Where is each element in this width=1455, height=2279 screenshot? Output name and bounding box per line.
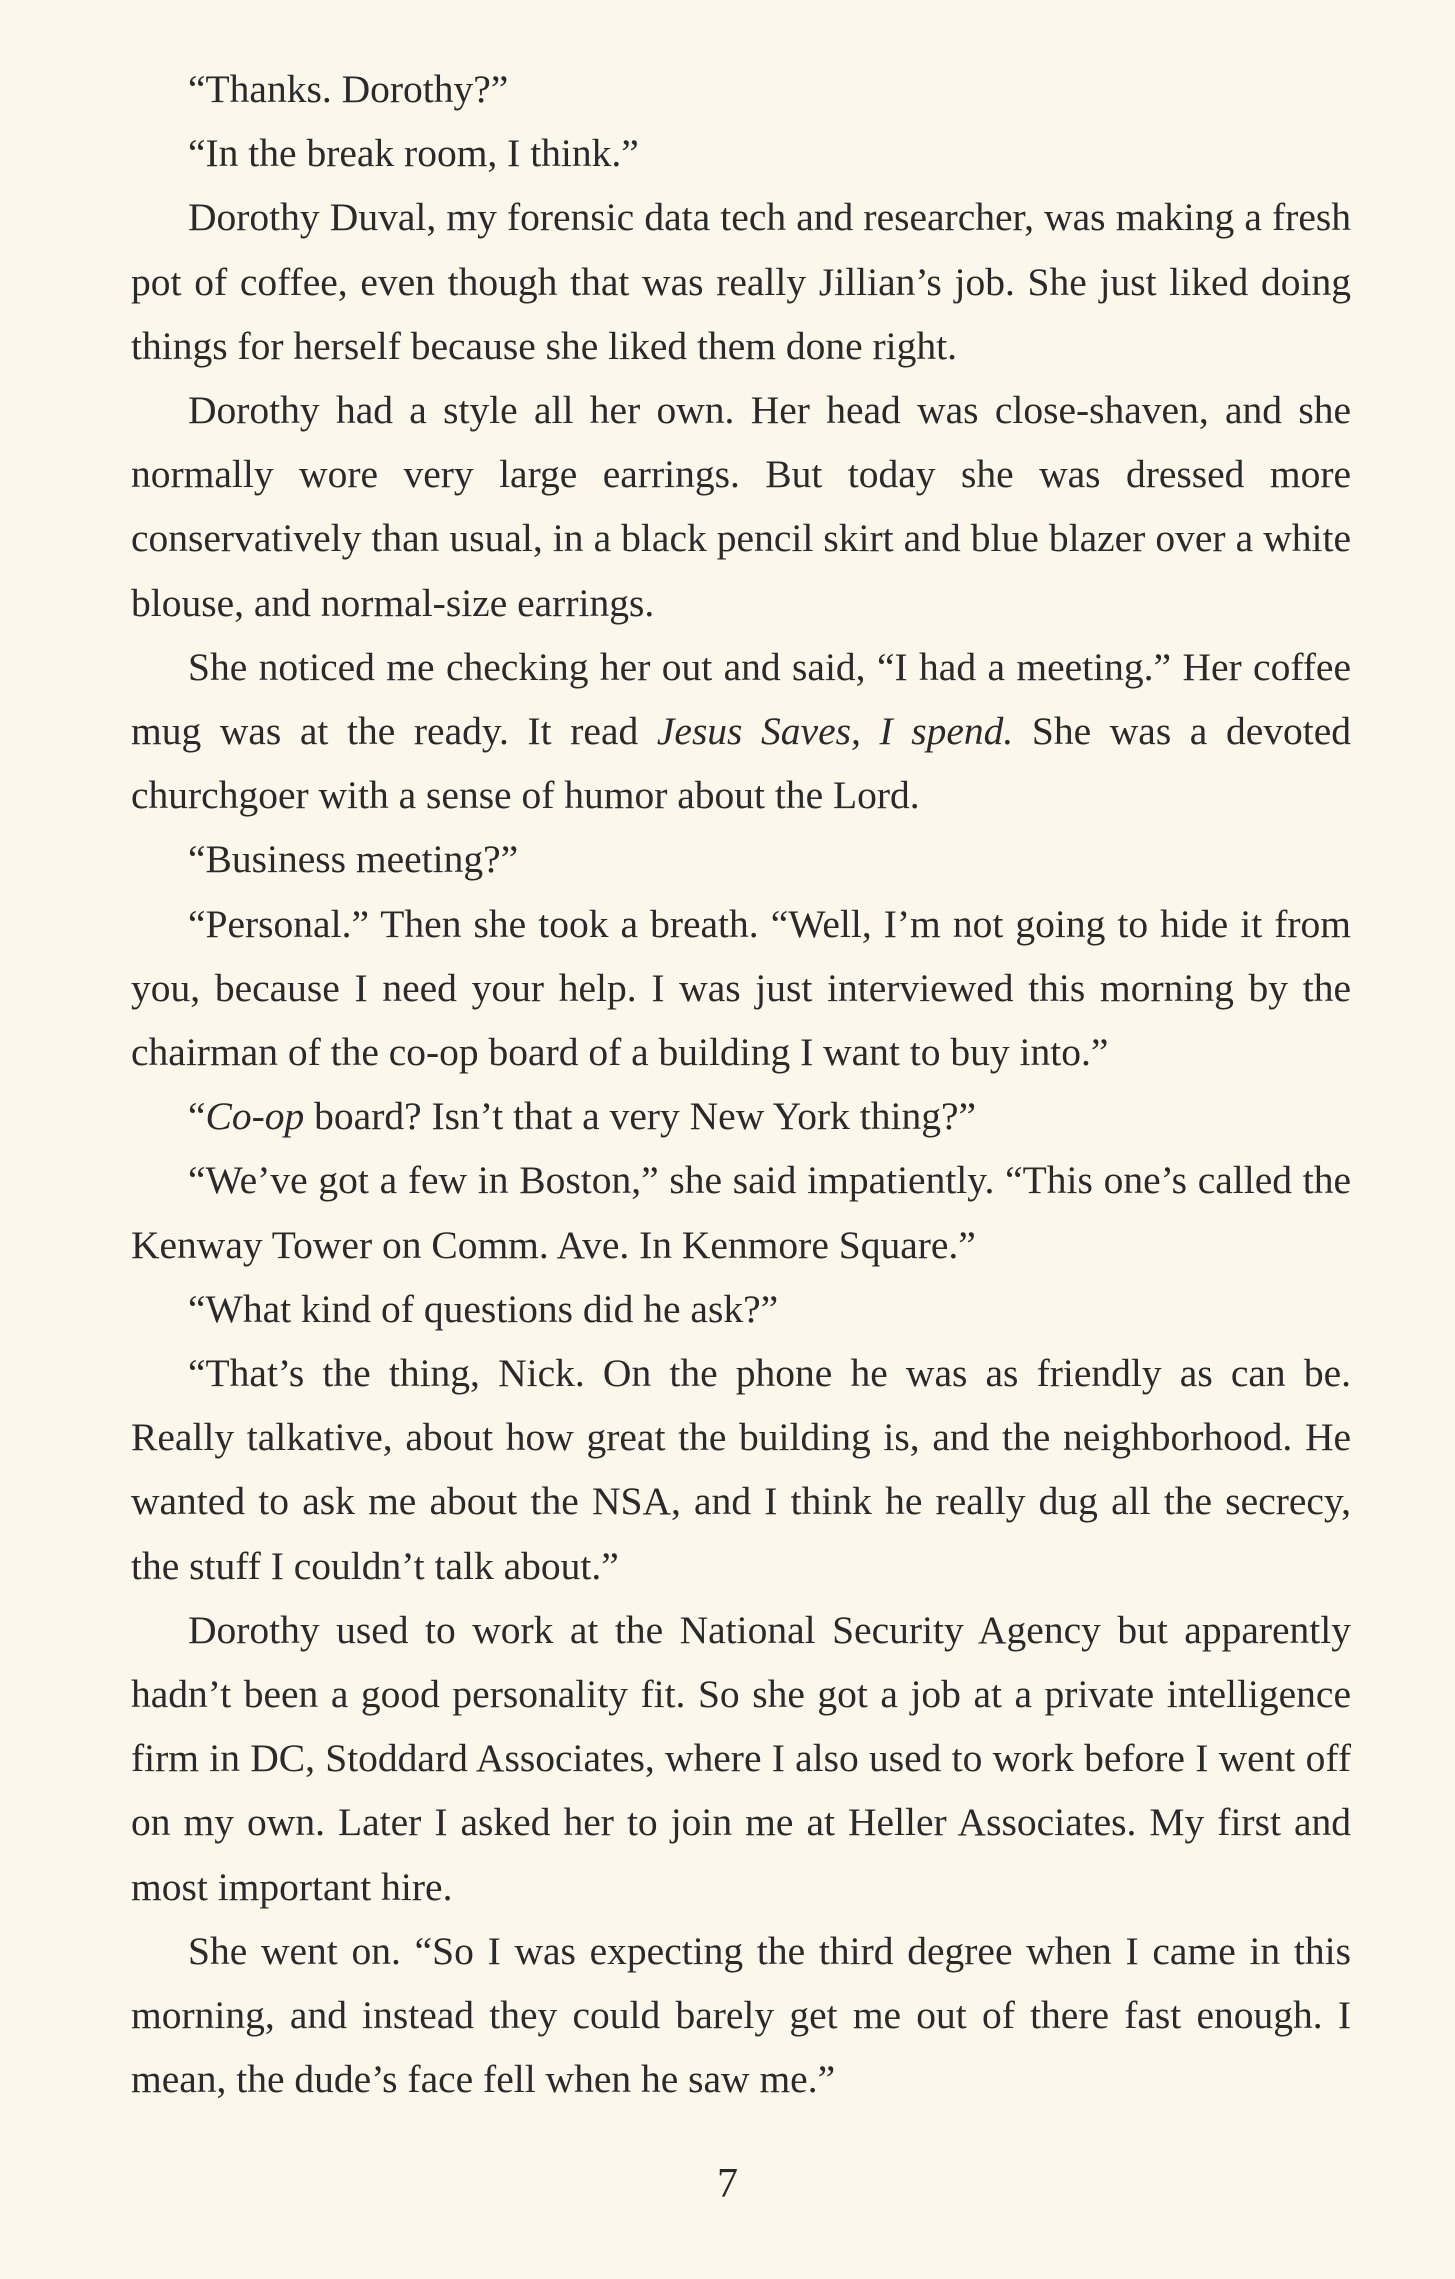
paragraph-text: Dorothy had a style all her own. Her head was close-shaven, and she normally wore very large earrings. But today she was dressed more conservatively than usual, in a black pencil skirt and blue blazer over a white blouse, and normal-size earrings. <box>131 388 1351 625</box>
paragraph-text: Dorothy Duval, my forensic data tech and researcher, was making a fresh pot of coffee, even though that was really Jillian’s job. She just liked doing things for herself because she liked them done right. <box>131 195 1351 368</box>
paragraph-text: Dorothy used to work at the National Security Agency but apparently hadn’t been a good personality fit. So she got a job at a private intelligence firm in DC, Stoddard Associates, where I also used to work before I went off on my own. Later I asked her to join me at Heller Associates. My first and most important hire. <box>131 1607 1351 1909</box>
paragraph-text: “Thanks. Dorothy?” <box>188 67 509 111</box>
paragraph <box>131 1148 1351 1276</box>
paragraph <box>131 121 1351 185</box>
paragraph-text: “Business meeting?” <box>188 837 519 882</box>
paragraph-text: She noticed me checking her out and said, “I had a meeting.” Her coffee mug was at the ready. It read <box>131 644 1351 754</box>
paragraph <box>131 827 1351 891</box>
paragraph <box>131 1277 1351 1341</box>
paragraph-text: “What kind of questions did he ask?” <box>188 1286 779 1331</box>
paragraph <box>131 1598 1351 1919</box>
paragraph <box>131 1084 1351 1148</box>
body-text <box>131 57 1351 2112</box>
paragraph <box>131 185 1351 378</box>
paragraph <box>131 1919 1351 2112</box>
paragraph <box>131 892 1351 1085</box>
paragraph-text: board? Isn’t that a very New York thing?” <box>304 1094 977 1139</box>
paragraph-text: She was a devoted churchgoer with a sense of humor about the Lord. <box>131 709 1351 818</box>
paragraph-text: “ <box>188 1094 206 1139</box>
paragraph-text: “In the break room, I think.” <box>188 131 639 176</box>
paragraph <box>131 57 1351 121</box>
paragraph-text: “Personal.” Then she took a breath. “Well, I’m not going to hide it from you, because I need your help. I was just interviewed this morning by the chairman of the co-op board of a building I want to buy into.” <box>131 901 1351 1075</box>
paragraph <box>131 1341 1351 1598</box>
italic-text: Co-op <box>205 1094 305 1139</box>
paragraph-text: She went on. “So I was expecting the third degree when I came in this morning, and instead they could barely get me out of there fast enough. I mean, the dude’s face fell when he saw me.” <box>131 1928 1351 2102</box>
italic-text: Jesus Saves, I spend. <box>656 709 1014 754</box>
paragraph <box>131 378 1351 635</box>
paragraph-text: “We’ve got a few in Boston,” she said impatiently. “This one’s called the Kenway Tower on Comm. Ave. In Kenmore Square.” <box>131 1158 1351 1267</box>
page-number: 7 <box>717 2161 738 2207</box>
paragraph-text: “That’s the thing, Nick. On the phone he was as friendly as can be. Really talkative, about how great the building is, and the neighborhood. He wanted to ask me about the NSA, and I think he really dug all the secrecy, the stuff I couldn’t talk about.” <box>131 1351 1351 1588</box>
paragraph <box>131 635 1351 828</box>
